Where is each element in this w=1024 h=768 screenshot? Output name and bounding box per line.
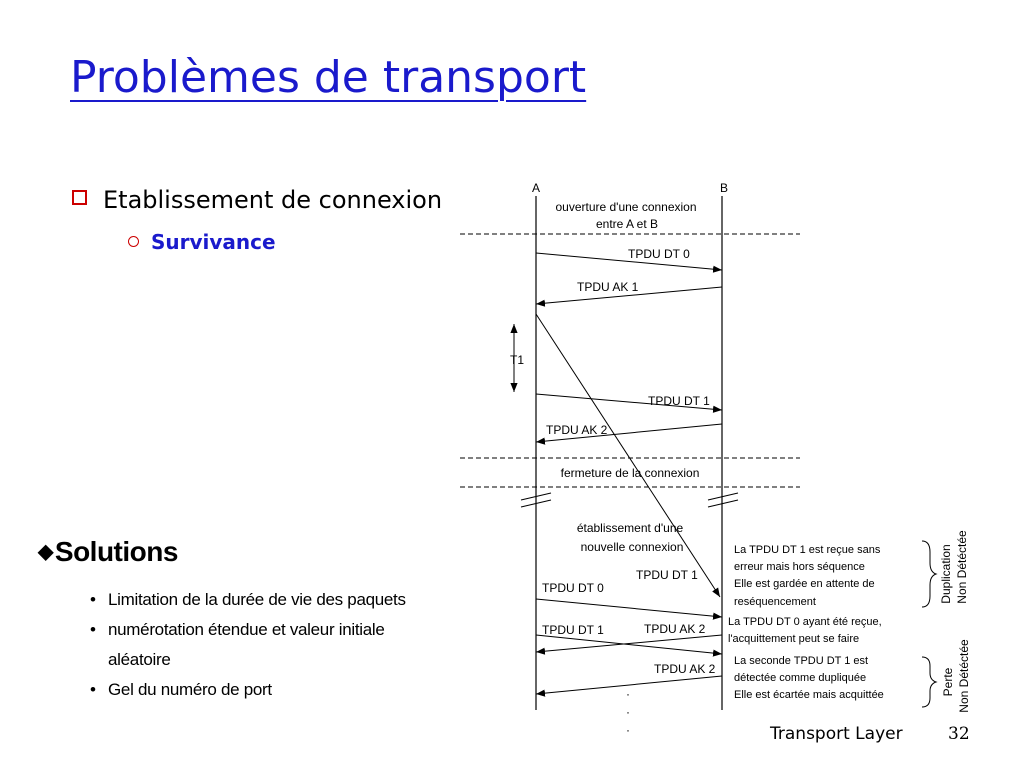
note3-line2: détectée comme dupliquée bbox=[734, 672, 867, 684]
dot-bullet-icon: • bbox=[90, 620, 96, 639]
break-mark-b2 bbox=[708, 500, 738, 507]
timer-label: T1 bbox=[510, 353, 525, 367]
note2-line1: La TPDU DT 0 ayant été reçue, bbox=[728, 616, 882, 628]
msg-dt0: TPDU DT 0 bbox=[628, 247, 690, 261]
msg-ak2-new2: TPDU AK 2 bbox=[654, 662, 716, 676]
new-conn-text-2: nouvelle connexion bbox=[580, 540, 684, 554]
note1-line1: La TPDU DT 1 est reçue sans bbox=[734, 544, 881, 556]
msg-ak1: TPDU AK 1 bbox=[577, 280, 639, 294]
new-conn-text-1: établissement d'une bbox=[576, 521, 684, 535]
side2-line2: Non Détéctée bbox=[957, 639, 971, 713]
note3-line3: Elle est écartée mais acquittée bbox=[734, 689, 884, 701]
side2-line1: Perte bbox=[941, 667, 955, 697]
solutions-heading-text: Solutions bbox=[54, 536, 178, 567]
dot-bullet-icon: • bbox=[90, 680, 96, 699]
msg-dt1-late: TPDU DT 1 bbox=[636, 568, 698, 582]
opening-text-2: entre A et B bbox=[595, 217, 659, 231]
continuation-dot-3: · bbox=[626, 723, 630, 737]
dot-bullet-icon: • bbox=[90, 590, 96, 609]
solution-item-1-text: Limitation de la durée de vie des paquets bbox=[108, 590, 406, 609]
msg-dt0-new: TPDU DT 0 bbox=[542, 581, 604, 595]
label-b: B bbox=[719, 181, 729, 195]
side1-line1: Duplication bbox=[939, 544, 953, 604]
label-a: A bbox=[531, 181, 541, 195]
page-number: 32 bbox=[948, 724, 970, 744]
msg-dt1: TPDU DT 1 bbox=[648, 394, 710, 408]
note3-line1: La seconde TPDU DT 1 est bbox=[734, 655, 869, 667]
page-title: Problèmes de transport bbox=[70, 52, 587, 103]
note2-line2: l'acquittement peut se faire bbox=[728, 633, 860, 645]
msg-ak2: TPDU AK 2 bbox=[546, 423, 608, 437]
brace-duplication bbox=[922, 541, 936, 607]
break-mark-b1 bbox=[708, 493, 738, 500]
solution-item-3-text: Gel du numéro de port bbox=[108, 680, 272, 699]
note1-line4: reséquencement bbox=[734, 596, 816, 608]
continuation-dot-1: · bbox=[626, 687, 630, 701]
bullet-connection-setup-text: Etablissement de connexion bbox=[103, 186, 443, 214]
note1-line3: Elle est gardée en attente de bbox=[734, 578, 875, 590]
arrow-dt0-new bbox=[536, 599, 722, 617]
msg-dt1-new: TPDU DT 1 bbox=[542, 623, 604, 637]
arrow-dt1-late bbox=[536, 314, 720, 597]
opening-text-1: ouverture d'une connexion bbox=[555, 200, 697, 214]
footer-text: Transport Layer bbox=[770, 724, 903, 744]
continuation-dot-2: · bbox=[626, 705, 630, 719]
msg-ak2-new1: TPDU AK 2 bbox=[644, 622, 706, 636]
closing-text: fermeture de la connexion bbox=[560, 466, 700, 480]
solution-item-2-text: numérotation étendue et valeur initiale bbox=[108, 620, 385, 639]
bullet-survivance-text: Survivance bbox=[151, 230, 276, 254]
side1-line2: Non Détéctée bbox=[955, 530, 969, 604]
solution-item-2-continued: aléatoire bbox=[108, 650, 171, 669]
brace-loss bbox=[922, 657, 936, 707]
note1-line2: erreur mais hors séquence bbox=[734, 561, 865, 573]
diamond-bullet-icon: ◆ bbox=[38, 541, 53, 563]
